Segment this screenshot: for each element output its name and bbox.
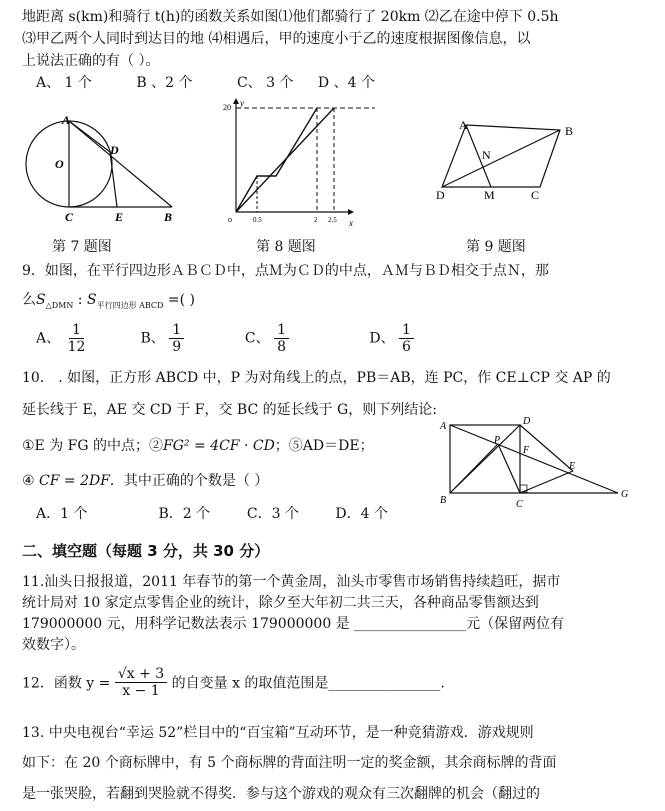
fig9-label-c: C bbox=[531, 188, 540, 202]
q10-label-d: D bbox=[523, 416, 531, 427]
q9-line-2 bbox=[22, 289, 195, 311]
q9-option-c bbox=[245, 322, 365, 355]
q10-option-d: D．4 个 bbox=[335, 506, 388, 522]
fig8-y-label: y bbox=[240, 98, 244, 108]
q9-sub1: △DMN bbox=[45, 300, 74, 310]
q9-option-a-letter: A、 bbox=[36, 330, 61, 347]
q10-option-a: A．1 个 bbox=[36, 506, 88, 522]
q8-option-c: C、 3 个 bbox=[236, 75, 294, 91]
q10-label-c: C bbox=[516, 499, 523, 510]
fig7-caption: 第 7 题图 bbox=[52, 239, 112, 255]
q12-line bbox=[22, 666, 445, 699]
q9-colon: : bbox=[73, 292, 87, 308]
fig8-x-tick-25: 2.5 bbox=[328, 216, 337, 224]
q13-line-2: 如下：在 20 个商标牌中，有 5 个商标牌的背面注明一定的奖金额，其余商标牌的背面 bbox=[22, 755, 557, 771]
q10-line-2: 延长线于 E，AE 交 CD 于 F，交 BC 的延长线于 G，则下列结论: bbox=[22, 402, 437, 418]
q10-line-1: 10． . 如图，正方形 ABCD 中，P 为对角线上的点，PB＝AB，连 PC，作 CE⊥CP 交 AP 的 bbox=[22, 370, 611, 386]
fig8-line-yi bbox=[236, 108, 334, 212]
q10-line-3-a: ①E 为 FG 的中点；② bbox=[22, 438, 164, 454]
fig9-parallelogram bbox=[442, 125, 560, 187]
fig9-label-d: D bbox=[436, 188, 445, 202]
q9-tail: =( ) bbox=[163, 292, 196, 308]
q9-option-c-letter: C、 bbox=[244, 330, 270, 347]
fig7-label-b: B bbox=[164, 210, 173, 224]
q10-line-3-b: ；⑤AD＝DE； bbox=[274, 438, 374, 454]
q9-option-a-num: 1 bbox=[69, 322, 84, 339]
figure-7 bbox=[22, 108, 192, 228]
figure-q10 bbox=[436, 415, 636, 515]
fig9-label-m: M bbox=[484, 188, 495, 202]
q9-option-d-num: 1 bbox=[399, 322, 414, 339]
q9-option-c-num: 1 bbox=[274, 322, 289, 339]
q8-option-d: D 、4 个 bbox=[317, 75, 375, 91]
figure-9 bbox=[430, 115, 590, 205]
q8-line-3: 上说法正确的有（ ）。 bbox=[22, 53, 160, 69]
q10-line-4-a: ④ bbox=[22, 473, 40, 489]
fig8-line-jia bbox=[236, 108, 317, 212]
q9-option-d-den: 6 bbox=[402, 339, 411, 355]
q12-prefix: 12．函数 y = bbox=[22, 675, 115, 692]
q9-option-b-den: 9 bbox=[172, 339, 182, 355]
q10-formula-2: CF = 2DF bbox=[39, 473, 110, 489]
fig9-label-n: N bbox=[482, 148, 491, 162]
q9-line-1: 9．如图，在平行四边形ＡＢＣＤ中，点Ｍ为ＣＤ的中点，ＡＭ与ＢＤ相交于点Ｎ，那 bbox=[22, 263, 549, 279]
q12-denominator: x − 1 bbox=[122, 683, 160, 699]
fig7-label-d: D bbox=[110, 143, 119, 157]
q10-line-4 bbox=[22, 470, 268, 490]
q9-option-a-den: 12 bbox=[67, 339, 86, 355]
q10-line-ce bbox=[520, 471, 573, 493]
q10-label-f: F bbox=[523, 445, 530, 456]
q10-line-4-b: ．其中正确的个数是（ ） bbox=[109, 473, 269, 489]
q9-option-a bbox=[36, 322, 136, 355]
q8-option-b: B 、2 个 bbox=[136, 75, 193, 91]
q9-option-b-num: 1 bbox=[169, 322, 184, 339]
fig8-caption: 第 8 题图 bbox=[256, 239, 316, 255]
q13-line-1: 13. 中央电视台“幸运 52”栏目中的“百宝箱”互动环节，是一种竞猜游戏．游戏规则 bbox=[22, 725, 534, 741]
q9-option-b bbox=[140, 322, 240, 355]
q10-label-p: P bbox=[494, 435, 501, 446]
q8-line-1: 地距离 s(km)和骑行 t(h)的函数关系如图⑴他们都骑行了 20km ⑵乙在途中停下 0.5h bbox=[22, 9, 559, 25]
fig9-diagonal-bd bbox=[442, 130, 560, 187]
q11-line-2: 统计局对 10 家定点零售企业的统计，除夕至大年初二共三天，各种商品零售额达到 bbox=[22, 595, 539, 611]
q10-line-pc bbox=[498, 444, 520, 493]
fig8-x-label: x bbox=[349, 218, 353, 228]
q9-options bbox=[36, 322, 469, 355]
q11-line-4: 效数字）。 bbox=[22, 637, 85, 653]
q9-s1: S bbox=[36, 292, 46, 308]
q12-suffix: 的自变量 x 的取值范围是________________. bbox=[171, 675, 445, 692]
q12-numerator: √x + 3 bbox=[115, 666, 167, 683]
q10-label-g: G bbox=[621, 489, 629, 500]
q10-options bbox=[36, 503, 388, 523]
fig9-caption: 第 9 题图 bbox=[466, 239, 526, 255]
fig7-label-e: E bbox=[115, 210, 124, 224]
q8-line-2: ⑶甲乙两个人同时到达目的地 ⑷相遇后，甲的速度小于乙的速度根据图像信息，以 bbox=[22, 31, 531, 47]
q10-label-a: A bbox=[440, 421, 447, 432]
fig7-label-o: O bbox=[55, 157, 64, 171]
q9-prefix: 么 bbox=[22, 292, 36, 308]
fig8-y-tick-20: 20 bbox=[223, 103, 231, 112]
q9-sub2: 平行四边形 ABCD bbox=[96, 300, 164, 310]
q9-option-d bbox=[369, 322, 469, 355]
q10-label-b: B bbox=[440, 495, 447, 506]
fig8-x-tick-2: 2 bbox=[314, 216, 318, 224]
q10-line-ag bbox=[450, 425, 618, 493]
q9-option-d-letter: D、 bbox=[369, 330, 395, 347]
q9-option-c-den: 8 bbox=[277, 339, 286, 355]
q11-line-1: 11.汕头日报报道，2011 年春节的第一个黄金周，汕头市零售市场销售持续趋旺，据市 bbox=[22, 574, 561, 590]
figure-8 bbox=[220, 96, 380, 236]
q8-option-a: A、 1 个 bbox=[36, 75, 92, 91]
fig7-label-c: C bbox=[65, 210, 74, 224]
q8-options bbox=[36, 72, 395, 92]
fig9-label-b: B bbox=[565, 124, 574, 138]
q9-s2: S bbox=[86, 292, 97, 308]
q9-option-b-letter: B、 bbox=[140, 330, 165, 347]
q11-line-3: 179000000 元，用科学记数法表示 179000000 是 ________________元（保留两位有 bbox=[22, 616, 565, 632]
fig9-label-a: A bbox=[459, 118, 468, 132]
q13-line-3: 是一张哭脸，若翻到哭脸就不得奖．参与这个游戏的观众有三次翻牌的机会（翻过的 bbox=[22, 786, 540, 802]
fig8-origin: o bbox=[228, 215, 232, 224]
q10-line-pb bbox=[450, 444, 498, 493]
q10-option-b: B．2 个 bbox=[158, 506, 211, 522]
q10-option-c: C．3 个 bbox=[246, 506, 299, 522]
fig7-label-a: A bbox=[62, 113, 71, 127]
fig8-x-tick-05: 0.5 bbox=[253, 216, 262, 224]
q12-fraction bbox=[115, 666, 167, 699]
q10-line-3 bbox=[22, 435, 374, 455]
section-2-heading: 二、填空题（每题 3 分，共 30 分） bbox=[22, 542, 270, 560]
q10-label-e: E bbox=[569, 461, 576, 472]
fig7-line-ab bbox=[69, 121, 172, 207]
q10-formula-1: FG² = 4CF · CD bbox=[163, 438, 275, 454]
